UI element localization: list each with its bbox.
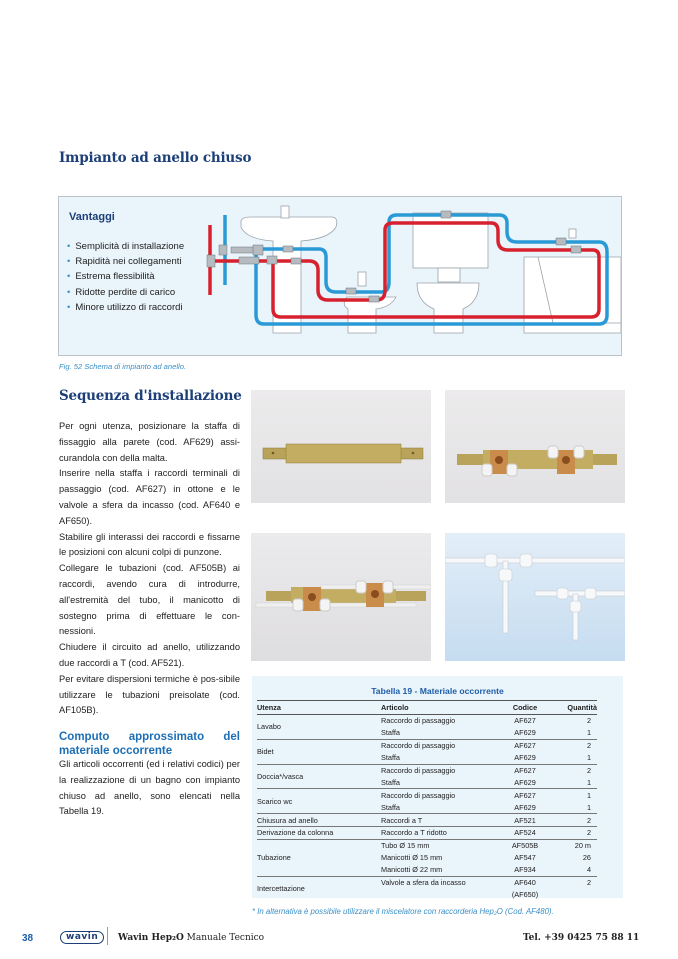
bracket-with-pipes-photo <box>251 533 431 661</box>
figure-caption: Fig. 52 Schema di impianto ad anello. <box>59 362 187 371</box>
fixing-bracket-photo <box>251 390 431 503</box>
cell-quantita: 1 <box>586 802 591 812</box>
cell-quantita: 2 <box>554 827 597 840</box>
table-title: Tabella 19 - Materiale occorrente <box>371 686 504 696</box>
cell-articolo: Raccordo di passaggio <box>381 739 496 751</box>
cell-utenza: Doccia*/vasca <box>257 764 381 789</box>
cell-utenza: Bidet <box>257 739 381 764</box>
table-row <box>257 876 597 888</box>
cell-articolo: Raccordo di passaggio <box>381 789 496 801</box>
table-row <box>257 789 597 801</box>
table-footnote: * In alternativa è possibile utilizzare il miscelatore con raccorderia Hep₂O (Cod. AF480). <box>252 907 554 916</box>
header-utenza: Utenza <box>257 701 381 715</box>
cell-quantita: 2 <box>554 739 597 751</box>
cell-quantita <box>554 888 597 900</box>
table-row <box>257 827 597 840</box>
cell-codice: AF547 <box>514 853 536 863</box>
installation-step: Chiudere il circuito ad anello, utilizzando due raccordi a T (cod. AF521). <box>59 642 240 668</box>
cell-articolo: Tubo Ø 15 mm <box>381 839 496 851</box>
vantaggi-list <box>67 239 184 315</box>
cell-quantita: 2 <box>554 876 597 888</box>
table-row <box>257 715 597 727</box>
cell-articolo: Valvole a sfera da incasso <box>381 876 496 888</box>
cell-quantita: 2 <box>586 716 591 726</box>
cell-articolo: Raccordo di passaggio <box>381 764 496 776</box>
installation-step: Inserire nella staffa i raccordi terminali di passaggio (cod. AF627) in ottone e le valvole a sfera da incasso (cod. AF640 e AF650). <box>59 468 240 526</box>
page-number: 38 <box>22 933 34 944</box>
materials-table <box>257 700 597 900</box>
cell-codice: AF627 <box>514 716 536 726</box>
plumbing-schematic-illustration <box>201 197 621 355</box>
computo-title-line: materiale occorrente <box>59 745 173 757</box>
footer-publication-title <box>118 933 264 943</box>
cell-codice: AF505B <box>496 839 554 851</box>
installation-step: Stabilire gli interassi dei raccordi e fissarne le posizioni con alcuni colpi di punzone. <box>59 531 240 558</box>
cell-utenza: Intercettazione <box>257 876 381 900</box>
vantaggi-item: • Estrema flessibilità <box>67 269 184 284</box>
cell-utenza: Chiusura ad anello <box>257 814 381 827</box>
cell-articolo: Manicotti Ø 15 mm <box>381 853 443 863</box>
cell-codice: AF934 <box>514 865 536 875</box>
cell-articolo <box>381 888 496 900</box>
computo-title-line: Computo approssimato del <box>59 731 240 743</box>
installation-step: Collegare le tubazioni (cod. AF505B) ai raccordi, avendo cura di introdurre, all'estremità del tubo, il manicotto di sostegno prima di effettuare le con-nessioni. <box>59 563 240 637</box>
cell-articolo: Staffa <box>381 753 400 763</box>
table-header-row <box>257 701 597 715</box>
installation-step: Per ogni utenza, posizionare la staffa di fissaggio alla parete (cod. AF629) assi-curandola con della malta. <box>59 421 240 463</box>
footer-divider <box>107 927 108 945</box>
header-quantita: Quantità <box>554 701 597 715</box>
header-codice: Codice <box>496 701 554 715</box>
vantaggi-item: • Minore utilizzo di raccordi <box>67 300 184 315</box>
cell-utenza: Scarico wc <box>257 789 381 814</box>
cell-quantita: 4 <box>586 865 591 875</box>
footer-telephone: Tel. +39 0425 75 88 11 <box>523 933 640 943</box>
cell-codice: AF629 <box>514 777 536 787</box>
cell-codice: AF629 <box>514 802 536 812</box>
cell-codice: AF627 <box>496 764 554 776</box>
table-row <box>257 764 597 776</box>
cell-utenza: Tubazione <box>257 839 381 876</box>
installation-step: Per evitare dispersioni termiche è pos-sibile utilizzare le tubazioni preisolate (cod. AF105B). <box>59 673 240 716</box>
cell-codice: AF521 <box>496 814 554 827</box>
cell-codice: (AF650) <box>511 889 539 899</box>
cell-codice: AF524 <box>496 827 554 840</box>
cell-quantita: 2 <box>554 814 597 827</box>
cell-articolo: Raccordi a T <box>381 814 496 827</box>
header-articolo: Articolo <box>381 701 496 715</box>
table-row <box>257 739 597 751</box>
ring-system-diagram <box>58 196 622 356</box>
wavin-logo: wavin <box>60 931 104 944</box>
section-title-computo <box>59 730 240 758</box>
cell-quantita: 20 m <box>554 839 597 851</box>
cell-codice: AF629 <box>514 753 536 763</box>
bracket-with-fittings-photo <box>445 390 625 503</box>
cell-quantita: 1 <box>586 777 591 787</box>
vantaggi-item: • Semplicità di installazione <box>67 239 184 254</box>
cell-articolo: Raccordo a T ridotto <box>381 827 496 840</box>
cell-codice: AF627 <box>496 789 554 801</box>
vantaggi-item: • Rapidità nei collegamenti <box>67 254 184 269</box>
cell-quantita: 26 <box>582 853 591 863</box>
vantaggi-heading: Vantaggi <box>69 211 115 223</box>
vantaggi-item: • Ridotte perdite di carico <box>67 285 184 300</box>
cell-codice: AF627 <box>496 739 554 751</box>
table-row <box>257 814 597 827</box>
cell-articolo: Staffa <box>381 728 400 738</box>
cell-quantita: 1 <box>554 789 597 801</box>
cell-utenza: Derivazione da colonna <box>257 827 381 840</box>
cell-codice: AF640 <box>496 876 554 888</box>
computo-text: Gli articoli occorrenti (ed i relativi codici) per la realizzazione di un bagno con impianto chiuso ad anello, sono elencati nella Tabella 19. <box>59 759 240 817</box>
section-title-sequenza: Sequenza d'installazione <box>59 388 242 404</box>
cell-utenza: Lavabo <box>257 722 281 732</box>
cell-articolo: Staffa <box>381 802 400 812</box>
cell-quantita: 2 <box>554 764 597 776</box>
section-title-impianto: Impianto ad anello chiuso <box>59 150 252 166</box>
cell-articolo: Staffa <box>381 777 400 787</box>
installation-steps-text <box>59 419 240 719</box>
cell-quantita: 1 <box>586 728 591 738</box>
footer-subtitle: Manuale Tecnico <box>186 933 265 943</box>
table-row <box>257 839 597 851</box>
tee-fittings-photo <box>445 533 625 661</box>
cell-quantita: 1 <box>586 753 591 763</box>
materials-table-box <box>252 676 623 898</box>
cell-articolo: Raccordo di passaggio <box>381 716 456 726</box>
cell-articolo: Manicotti Ø 22 mm <box>381 865 443 875</box>
footer-brand: Wavin Hep₂O <box>118 933 184 943</box>
bathroom-fixtures-icon <box>241 206 621 333</box>
cell-codice: AF629 <box>514 728 536 738</box>
